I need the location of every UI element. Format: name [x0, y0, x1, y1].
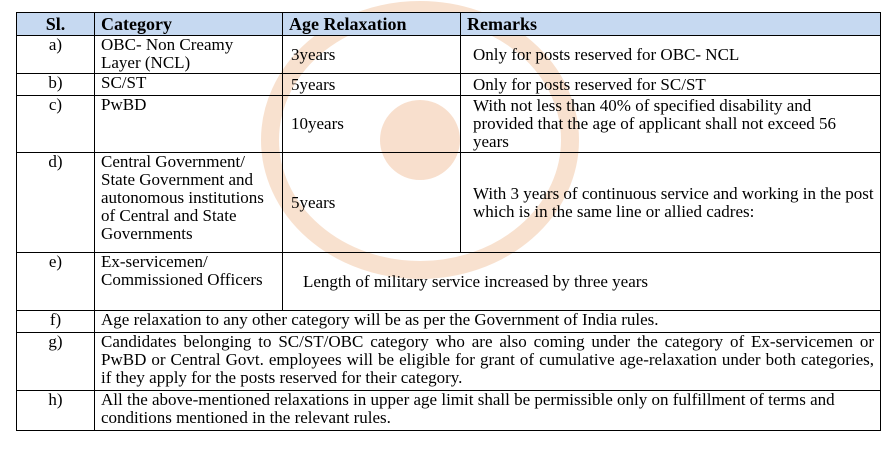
- table-header-row: [17, 13, 881, 36]
- row-sl: e): [17, 253, 95, 311]
- table-row: [17, 333, 881, 391]
- row-merged-text: Candidates belonging to SC/ST/OBC category who are also coming under the category of Ex-servicemen or PwBD or Central Govt. employees will be eligible for grant of cumulative age-relaxation under both categories, if they apply for the posts reserved for their category.: [95, 333, 881, 391]
- row-category: Ex-servicemen/ Commissioned Officers: [95, 253, 283, 311]
- row-remarks: With not less than 40% of specified disability and provided that the age of applicant shall not exceed 56 years: [461, 96, 881, 153]
- row-category: SC/ST: [95, 74, 283, 96]
- row-remarks: With 3 years of continuous service and working in the post which is in the same line or allied cadres:: [461, 153, 881, 253]
- row-age: 5years: [283, 74, 461, 96]
- table-row: [17, 253, 881, 311]
- table-row: [17, 153, 881, 253]
- row-sl: c): [17, 96, 95, 153]
- row-category: Central Government/ State Government and autonomous institutions of Central and State Governments: [95, 153, 283, 253]
- row-merged-text: Age relaxation to any other category will be as per the Government of India rules.: [95, 311, 881, 333]
- header-age-relaxation: Age Relaxation: [283, 13, 461, 36]
- row-age: 3years: [283, 36, 461, 74]
- row-age: 10years: [283, 96, 461, 153]
- row-merged-text: All the above-mentioned relaxations in upper age limit shall be permissible only on fulfillment of terms and conditions mentioned in the relevant rules.: [95, 391, 881, 431]
- row-sl: d): [17, 153, 95, 253]
- header-sl: Sl.: [17, 13, 95, 36]
- table-row: [17, 36, 881, 74]
- table-row: [17, 391, 881, 431]
- row-remarks: Only for posts reserved for SC/ST: [461, 74, 881, 96]
- row-category: PwBD: [95, 96, 283, 153]
- row-sl: a): [17, 36, 95, 74]
- row-sl: b): [17, 74, 95, 96]
- header-category: Category: [95, 13, 283, 36]
- row-sl: g): [17, 333, 95, 391]
- row-sl: h): [17, 391, 95, 431]
- row-category: OBC- Non Creamy Layer (NCL): [95, 36, 283, 74]
- row-age: 5years: [283, 153, 461, 253]
- table-row: [17, 96, 881, 153]
- row-merged-remarks: Length of military service increased by three years: [283, 253, 881, 311]
- table-row: [17, 311, 881, 333]
- age-relaxation-table: [16, 12, 881, 431]
- row-remarks: Only for posts reserved for OBC- NCL: [461, 36, 881, 74]
- header-remarks: Remarks: [461, 13, 881, 36]
- row-sl: f): [17, 311, 95, 333]
- table-row: [17, 74, 881, 96]
